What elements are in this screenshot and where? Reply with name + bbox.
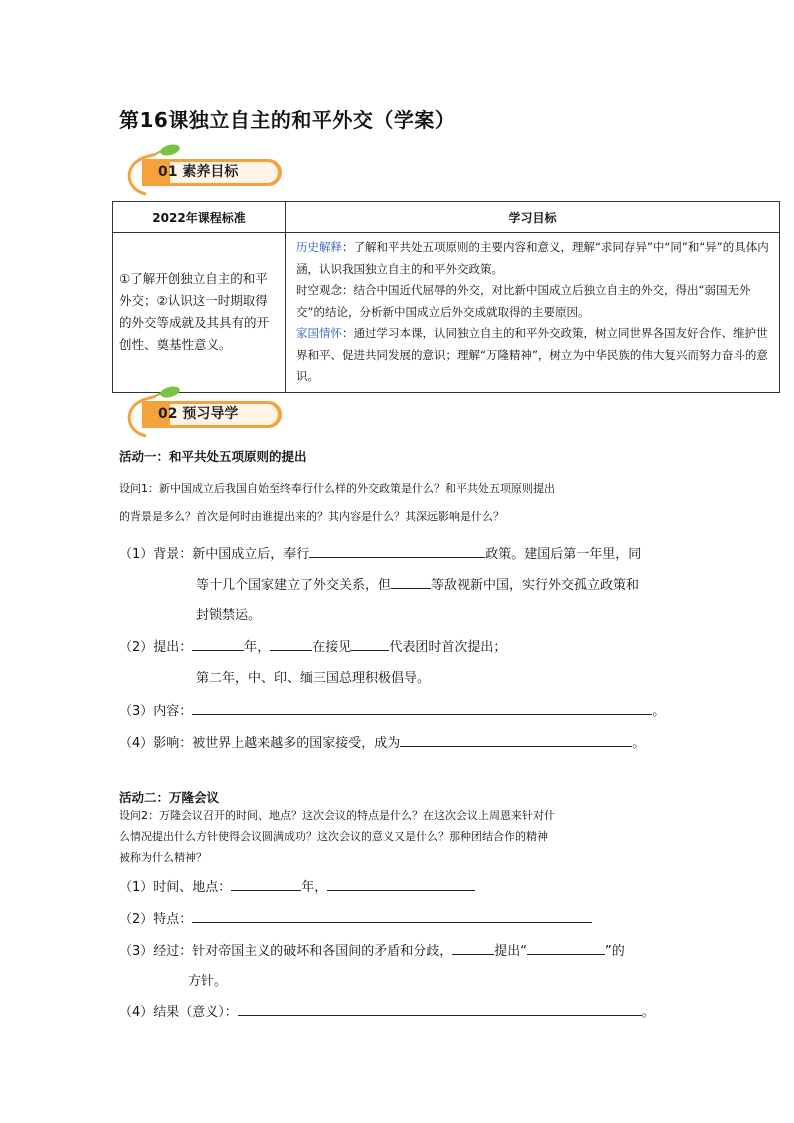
section-header-objectives [120,142,300,198]
section-label: 02 预习导学 [158,406,239,422]
fill-blank[interactable] [400,732,632,747]
a1-item3: （3）内容： 。 [119,700,665,719]
section-label: 01 素养目标 [158,164,239,180]
a2-item4: （4）结果（意义）： 。 [119,1001,655,1020]
a1-item4: （4）影响：被世界上越来越多的国家接受，成为 。 [119,732,645,751]
activity2-question-line2: 么情况提出什么方针使得会议圆满成功？这次会议的意义又是什么？那种团结合作的精神 [119,830,548,843]
activity2-question-line3: 被称为什么精神？ [119,851,207,864]
objectives-table [112,201,780,393]
fill-blank[interactable] [192,700,652,715]
fill-blank[interactable] [192,636,244,651]
fill-blank[interactable] [309,543,485,558]
goal-item: 历史解释：了解和平共处五项原则的主要内容和意义，理解“求同存异”中“同”和“异”的具体内涵，认识我国独立自主的和平外交政策。 [296,240,769,276]
goals-cell [286,233,780,393]
a1-item1-line2: 等十几个国家建立了外交关系，但 等敌视新中国，实行外交孤立政策和 [196,574,639,593]
activity1-question-line2: 的背景是多么？首次是何时由谁提出来的？其内容是什么？其深远影响是什么？ [119,510,504,523]
table-header-standard: 2022年课程标准 [113,202,286,233]
goal-key: 历史解释 [296,240,342,254]
activity1-question-line1: 设问1：新中国成立后我国自始至终奉行什么样的外交政策是什么？和平共处五项原则提出 [119,482,555,495]
a1-item1: （1）背景：新中国成立后，奉行 政策。建国后第一年里，同 [119,543,641,562]
page-title: 第16课独立自主的和平外交（学案） [119,108,456,132]
activity1-heading: 活动一：和平共处五项原则的提出 [119,449,307,464]
goal-item: 时空观念：结合中国近代屈辱的外交，对比新中国成立后独立自主的外交，得出“弱国无外交”的结论，分析新中国成立后外交成就取得的主要原因。 [296,283,751,319]
fill-blank[interactable] [192,908,592,923]
a2-item3: （3）经过：针对帝国主义的破坏和各国间的矛盾和分歧， 提出“ ”的 [119,940,625,959]
fill-blank[interactable] [527,940,605,955]
a1-item2: （2）提出： 年， 在接见 代表团时首次提出； [119,636,506,655]
a1-item1-line3: 封锁禁运。 [196,608,262,623]
fill-blank[interactable] [270,636,312,651]
fill-blank[interactable] [231,876,301,891]
a2-item2: （2）特点： [119,908,592,927]
a1-item2-line2: 第二年，中、印、缅三国总理积极倡导。 [196,671,431,686]
standard-text: ①了解开创独立自主的和平外交；②认识这一时期取得的外交等成就及其具有的开创性、奠基性意义。 [113,233,286,393]
table-header-goals: 学习目标 [286,202,780,233]
goal-key: 时空观念 [296,283,342,297]
goal-key: 家国情怀 [296,326,342,340]
activity2-heading: 活动二：万隆会议 [119,790,220,805]
fill-blank[interactable] [351,636,389,651]
a2-item1: （1）时间、地点： 年， [119,876,475,895]
fill-blank[interactable] [391,574,431,589]
activity2-question-line1: 设问2：万隆会议召开的时间、地点？这次会议的特点是什么？在这次会议上周恩来针对什 [119,809,555,822]
fill-blank[interactable] [452,940,494,955]
section-header-preview [120,384,300,440]
fill-blank[interactable] [327,876,475,891]
fill-blank[interactable] [238,1001,642,1016]
a2-item3-line2: 方针。 [188,974,228,989]
goal-item: 家国情怀：通过学习本课，认同独立自主的和平外交政策，树立同世界各国友好合作、维护世界和平、促进共同发展的意识；理解“万隆精神”，树立为中华民族的伟大复兴而努力奋斗的意识。 [296,326,768,383]
